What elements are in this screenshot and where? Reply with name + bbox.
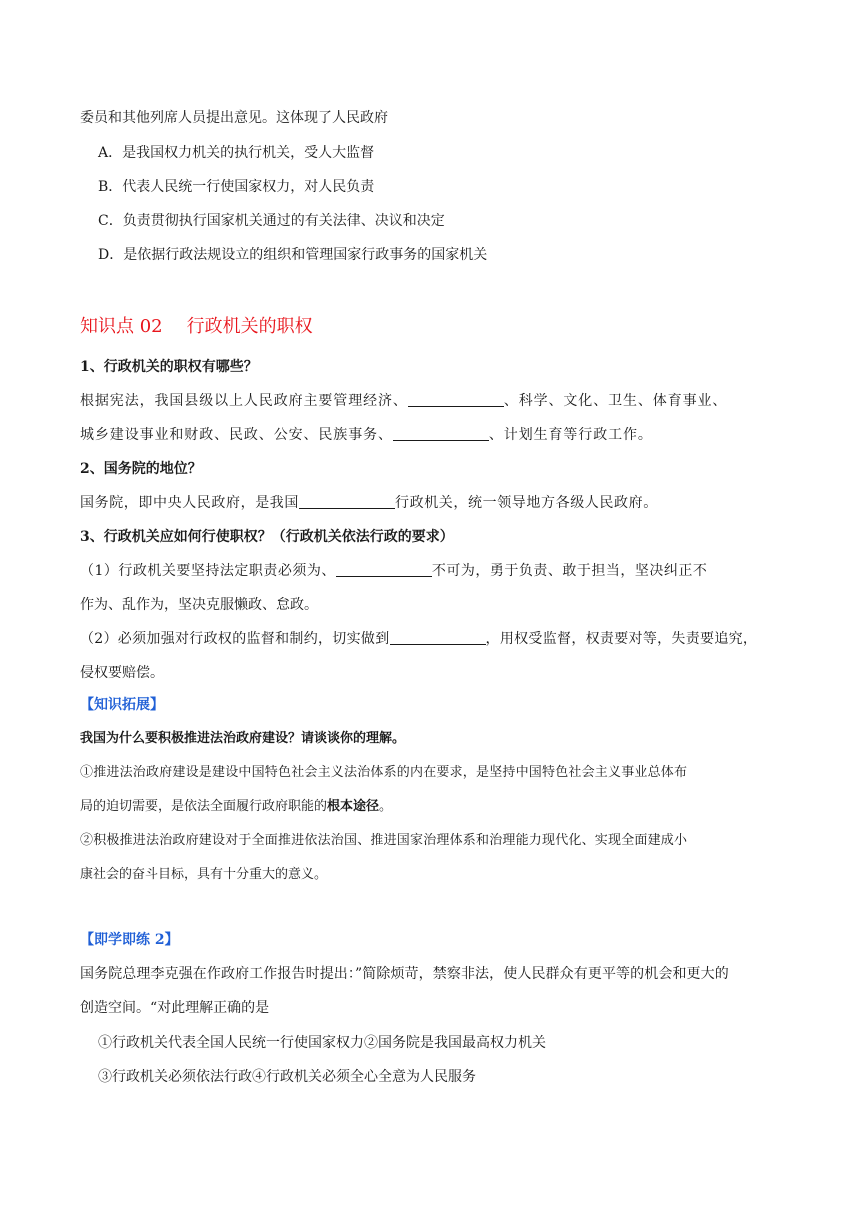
practice-option-line-1: ①行政机关代表全国人民统一行使国家权力②国务院是我国最高权力机关	[98, 1035, 546, 1051]
expand-question: 我国为什么要积极推进法治政府建设？请谈谈你的理解。	[80, 731, 406, 746]
practice-label: 【即学即练 2】	[80, 932, 179, 948]
expand-answer-2-line-1: ②积极推进法治政府建设对于全面推进依法治国、推进国家治理体系和治理能力现代化、实现全面建成小	[80, 833, 688, 848]
fill-blank	[393, 426, 489, 441]
option-a: A．是我国权力机关的执行机关，受人大监督	[98, 145, 375, 161]
fill-blank	[336, 562, 432, 577]
knowledge-line-6: （2）必须加强对行政权的监督和制约，切实做到 ，用权受监督，权责要对等，失责要追究，	[80, 631, 758, 647]
expand-label: 【知识拓展】	[80, 697, 164, 713]
knowledge-heading-3: 3、行政机关应如何行使职权？（行政机关依法行政的要求）	[80, 529, 454, 545]
fill-blank	[299, 494, 395, 509]
knowledge-heading-1: 1、行政机关的职权有哪些？	[80, 359, 258, 375]
knowledge-line-1: 根据宪法，我国县级以上人民政府主要管理经济、 、科学、文化、卫生、体育事业、	[80, 393, 728, 409]
practice-stem-line-1: 国务院总理李克强在作政府工作报告时提出：”简除烦苛，禁察非法，使人民群众有更平等的机会和更大的	[80, 966, 729, 982]
knowledge-line-4: （1）行政机关要坚持法定职责必须为、 不可为，勇于负责、敢于担当，坚决纠正不	[80, 563, 708, 579]
knowledge-line-2: 城乡建设事业和财政、民政、公安、民族事务、 、计划生育等行政工作。	[80, 427, 653, 443]
practice-option-line-2: ③行政机关必须依法行政④行政机关必须全心全意为人民服务	[98, 1069, 476, 1085]
option-c: C．负责贯彻执行国家机关通过的有关法律、决议和决定	[98, 213, 445, 229]
option-d: D．是依据行政法规设立的组织和管理国家行政事务的国家机关	[98, 247, 488, 263]
section-number: 知识点 02	[80, 316, 163, 337]
option-b: B．代表人民统一行使国家权力，对人民负责	[98, 179, 375, 195]
knowledge-line-3: 国务院，即中央人民政府，是我国 行政机关，统一领导地方各级人民政府。	[80, 495, 658, 511]
practice-stem-line-2: 创造空间。“对此理解正确的是	[80, 1000, 270, 1016]
emphasis-text: 根本途径	[327, 799, 380, 814]
section-title	[80, 315, 313, 339]
expand-answer-1-line-2: 局的迫切需要，是依法全面履行政府职能的根本途径。	[80, 799, 393, 814]
section-title-text: 行政机关的职权	[186, 316, 313, 337]
knowledge-line-7: 侵权要赔偿。	[80, 665, 164, 681]
expand-answer-2-line-2: 康社会的奋斗目标，具有十分重大的意义。	[80, 867, 328, 882]
fill-blank	[390, 630, 486, 645]
question-stem-tail: 委员和其他列席人员提出意见。这体现了人民政府	[80, 110, 388, 126]
knowledge-heading-2: 2、国务院的地位？	[80, 461, 202, 477]
knowledge-line-5: 作为、乱作为，坚决克服懒政、怠政。	[80, 597, 318, 613]
expand-answer-1-line-1: ①推进法治政府建设是建设中国特色社会主义法治体系的内在要求，是坚持中国特色社会主义事业总体布	[80, 765, 688, 780]
fill-blank	[408, 392, 504, 407]
